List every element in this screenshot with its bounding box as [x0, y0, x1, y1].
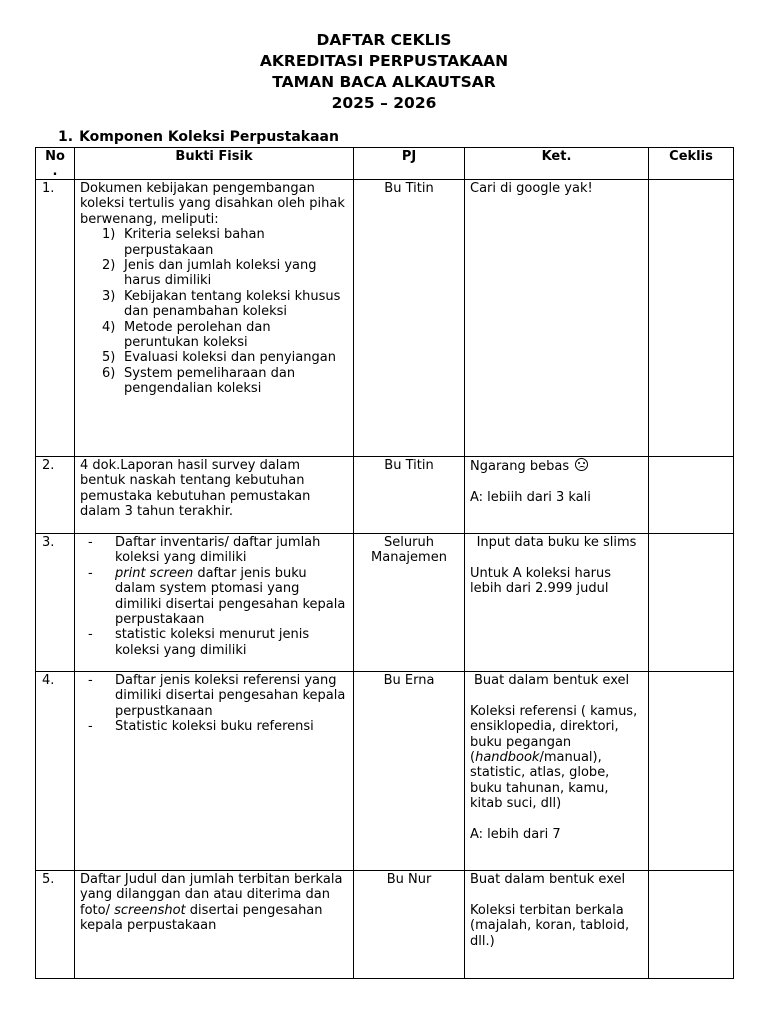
table-row — [36, 534, 734, 672]
list-item: - statistic koleksi menurut jenis koleksi yang dimiliki — [88, 627, 310, 658]
ket-cell: Buat dalam bentuk exel Koleksi terbitan berkala (majalah, koran, tabloid, dll.) — [465, 871, 649, 979]
bukti-intro: Dokumen kebijakan pengembangan koleksi tertulis yang disahkan oleh pihak berwenang, meliputi: — [80, 181, 345, 227]
list-item: 3) Kebijakan tentang koleksi khusus dan penambahan koleksi — [102, 288, 341, 320]
ceklis-cell[interactable] — [649, 672, 734, 871]
pj-cell: Bu Erna — [354, 672, 465, 871]
list-item: - Statistic koleksi buku referensi — [88, 719, 314, 735]
row-number: 4. — [36, 672, 75, 871]
document-title — [0, 30, 768, 114]
list-item: 2) Jenis dan jumlah koleksi yang harus dimiliki — [102, 258, 317, 289]
pj-cell: Bu Nur — [354, 871, 465, 979]
list-item: - Daftar jenis koleksi referensi yang dimiliki disertai pengesahan kepala perpustkanaan — [88, 673, 346, 719]
ceklis-cell[interactable] — [649, 871, 734, 979]
table-row — [36, 180, 734, 457]
section-title: Komponen Koleksi Perpustakaan — [79, 129, 339, 145]
sad-face-icon — [575, 458, 588, 471]
table-row — [36, 871, 734, 979]
ket-cell: Input data buku ke slims Untuk A koleksi harus lebih dari 2.999 judul — [465, 534, 649, 672]
row-number: 2. — [36, 457, 75, 534]
criteria-list — [80, 227, 348, 396]
list-item: 1) Kriteria seleksi bahan perpustakaan — [102, 227, 265, 258]
row-number: 3. — [36, 534, 75, 672]
list-item: - Daftar inventaris/ daftar jumlah koleksi yang dimiliki — [88, 535, 321, 566]
table-header-row — [36, 148, 734, 180]
section-heading — [58, 129, 339, 145]
ket-cell: Ngarang bebas A: lebiih dari 3 kali — [465, 457, 649, 534]
title-line-1: DAFTAR CEKLIS — [316, 31, 452, 49]
header-bukti-fisik: Bukti Fisik — [75, 148, 354, 180]
pj-cell: Seluruh Manajemen — [354, 534, 465, 672]
list-item: 5) Evaluasi koleksi dan penyiangan — [102, 350, 336, 366]
bukti-fisik-cell — [75, 180, 354, 457]
header-ket: Ket. — [465, 148, 649, 180]
list-item: 6) System pemeliharaan dan pengendalian koleksi — [102, 365, 296, 397]
bukti-fisik-cell — [75, 534, 354, 672]
bukti-fisik-cell — [75, 672, 354, 871]
title-line-3: TAMAN BACA ALKAUTSAR — [272, 73, 496, 91]
evidence-list — [80, 535, 348, 658]
list-item: - print screen daftar jenis buku dalam system ptomasi yang dimiliki disertai pengesahan kepala perpustakaan — [88, 565, 346, 628]
table-row — [36, 457, 734, 534]
checklist-table — [35, 147, 734, 979]
header-no: No . — [36, 148, 75, 180]
pj-cell: Bu Titin — [354, 457, 465, 534]
header-pj: PJ — [354, 148, 465, 180]
ket-cell: Buat dalam bentuk exel Koleksi referensi ( kamus, ensiklopedia, direktori, buku pegangan (handbook/manual), statistic, atlas, globe, buku tahunan, kamu, kitab suci, dll) A: lebih dari 7 — [465, 672, 649, 871]
table-row — [36, 672, 734, 871]
ceklis-cell[interactable] — [649, 457, 734, 534]
section-number: 1. — [58, 129, 74, 145]
header-ceklis: Ceklis — [649, 148, 734, 180]
bukti-fisik-cell: Daftar Judul dan jumlah terbitan berkala yang dilanggan dan atau diterima dan foto/ screenshot disertai pengesahan kepala perpustakaan — [75, 871, 354, 979]
pj-cell: Bu Titin — [354, 180, 465, 457]
ket-cell: Cari di google yak! — [465, 180, 649, 457]
ceklis-cell[interactable] — [649, 534, 734, 672]
ceklis-cell[interactable] — [649, 180, 734, 457]
row-number: 1. — [36, 180, 75, 457]
bukti-fisik-cell: 4 dok.Laporan hasil survey dalam bentuk naskah tentang kebutuhan pemustaka kebutuhan pemustakan dalam 3 tahun terakhir. — [75, 457, 354, 534]
row-number: 5. — [36, 871, 75, 979]
evidence-list — [80, 673, 348, 735]
title-line-4: 2025 – 2026 — [331, 94, 437, 112]
list-item: 4) Metode perolehan dan peruntukan koleksi — [102, 319, 271, 351]
title-line-2: AKREDITASI PERPUSTAKAAN — [259, 52, 509, 70]
